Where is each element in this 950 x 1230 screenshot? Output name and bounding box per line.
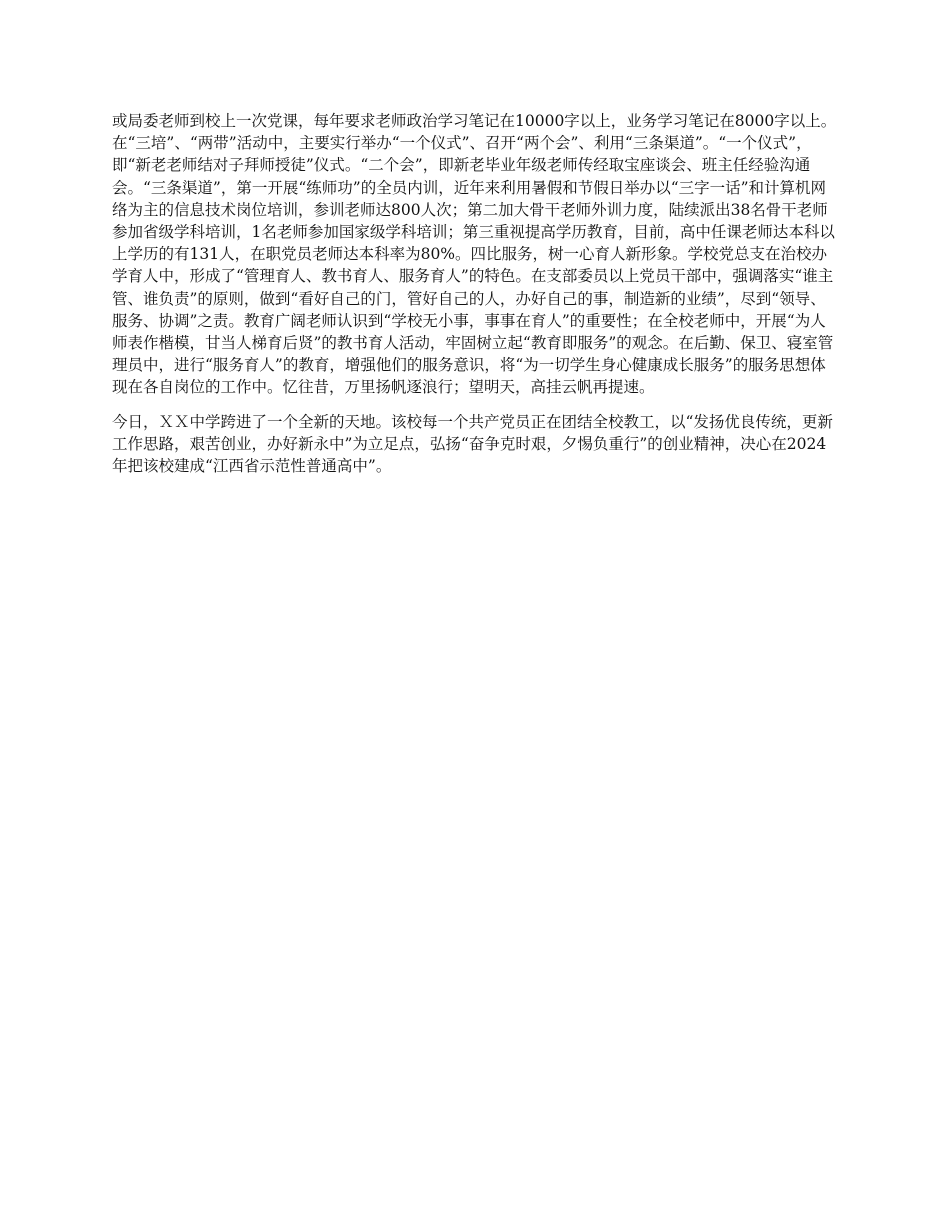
document-body [112,110,840,489]
paragraph-2: 今日，ＸＸ中学跨进了一个全新的天地。该校每一个共产党员正在团结全校教工，以“发扬优良传统，更新工作思路，艰苦创业，办好新永中”为立足点，弘扬“奋争克时艰，夕惕负重行”的创业精神，决心在2024年把该校建成“江西省示范性普通高中”。 [112,412,833,476]
paragraph-1: 或局委老师到校上一次党课，每年要求老师政治学习笔记在10000字以上，业务学习笔记在8000字以上。在“三培”、“两带”活动中，主要实行举办“一个仪式”、召开“两个会”、利用“三条渠道”。“一个仪式”，即“新老老师结对子拜师授徒”仪式。“二个会”，即新老毕业年级老师传经取宝座谈会、班主任经验沟通会。“三条渠道”，第一开展“练师功”的全员内训，近年来利用暑假和节假日举办以“三字一话”和计算机网络为主的信息技术岗位培训，参训老师达800人次；第二加大骨干老师外训力度，陆续派出38名骨干老师参加省级学科培训，1名老师参加国家级学科培训；第三重视提高学历教育，目前，高中任课老师达本科以上学历的有131人，在职党员老师达本科率为80%。四比服务，树一心育人新形象。学校党总支在治校办学育人中，形成了“管理育人、教书育人、服务育人”的特色。在支部委员以上党员干部中，强调落实“谁主管、谁负责”的原则，做到“看好自己的门，管好自己的人，办好自己的事，制造新的业绩”，尽到“领导、服务、协调”之责。教育广阔老师认识到“学校无小事，事事在育人”的重要性；在全校老师中，开展“为人师表作楷模，甘当人梯育后贤”的教书育人活动，牢固树立起“教育即服务”的观念。在后勤、保卫、寝室管理员中，进行“服务育人”的教育，增强他们的服务意识，将“为一切学生身心健康成长服务”的服务思想体现在各自岗位的工作中。忆往昔，万里扬帆逐浪行；望明天，高挂云帆再提速。 [112,112,837,397]
